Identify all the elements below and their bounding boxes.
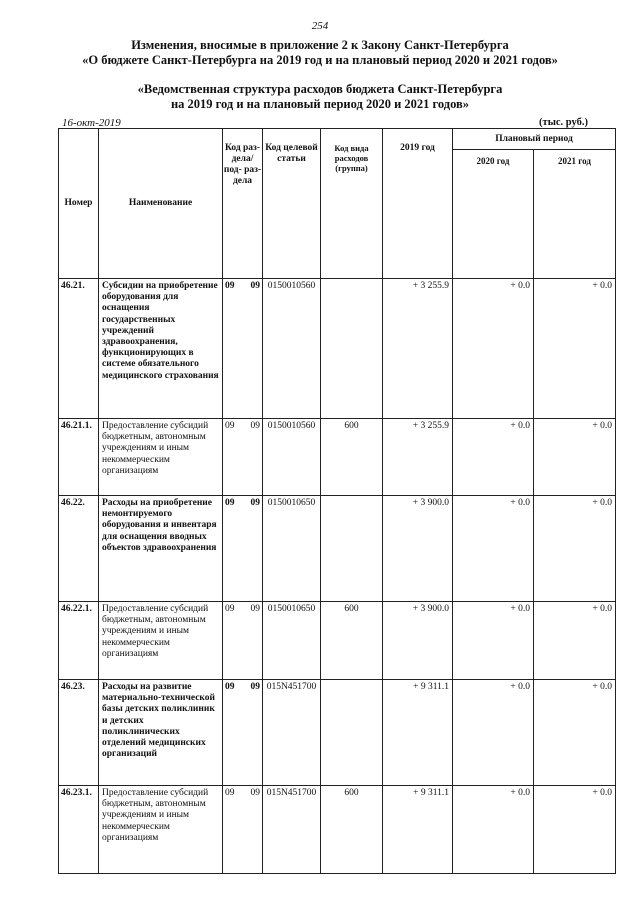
row-2020: + 0.0 <box>453 602 534 680</box>
row-number: 46.21.1. <box>59 419 99 496</box>
header-target: Код целевой статьи <box>263 129 321 279</box>
subtitle-line-1: «Ведомственная структура расходов бюджета Санкт-Петербурга <box>137 82 503 96</box>
row-2019: + 3 255.9 <box>383 419 453 496</box>
row-2019: + 3 900.0 <box>383 496 453 602</box>
row-name: Субсидии на приобретение оборудования для оснащения государственных учреждений здравоохранения, функционирующих в системе обязательного медицинского страхования <box>99 279 223 419</box>
table-row <box>59 786 616 874</box>
row-razdel <box>223 680 263 786</box>
row-target: 015N451700 <box>263 786 321 874</box>
row-razdel <box>223 786 263 874</box>
row-name: Расходы на развитие материально-технической базы детских поликлиник и детских поликлинических отделений медицинских организаций <box>99 680 223 786</box>
row-2020: + 0.0 <box>453 786 534 874</box>
row-name: Предоставление субсидий бюджетным, автономным учреждениям и иным некоммерческим организациям <box>99 602 223 680</box>
row-vid: 600 <box>321 419 383 496</box>
document-title <box>0 38 640 68</box>
row-target: 0150010650 <box>263 602 321 680</box>
row-target: 0150010650 <box>263 496 321 602</box>
razdel-code: 09 <box>225 682 235 692</box>
row-vid <box>321 279 383 419</box>
header-plan-period: Плановый период <box>453 129 616 150</box>
row-vid <box>321 496 383 602</box>
row-2019: + 9 311.1 <box>383 680 453 786</box>
row-name: Расходы на приобретение немонтируемого оборудования и инвентаря для оснащения вводных объектов здравоохранения <box>99 496 223 602</box>
row-2021: + 0.0 <box>534 786 616 874</box>
row-name: Предоставление субсидий бюджетным, автономным учреждениям и иным некоммерческим организациям <box>99 419 223 496</box>
row-2020: + 0.0 <box>453 680 534 786</box>
row-number: 46.23. <box>59 680 99 786</box>
row-2021: + 0.0 <box>534 279 616 419</box>
title-line-1: Изменения, вносимые в приложение 2 к Закону Санкт-Петербурга <box>131 38 509 52</box>
header-razdel: Код раз- дела/ под- раз- дела <box>223 129 263 279</box>
header-vid: Код вида расходов (группа) <box>321 129 383 279</box>
header-number: Номер <box>59 129 99 279</box>
row-number: 46.21. <box>59 279 99 419</box>
row-2019: + 9 311.1 <box>383 786 453 874</box>
row-number: 46.23.1. <box>59 786 99 874</box>
razdel-code: 09 <box>225 788 235 798</box>
row-target: 0150010560 <box>263 419 321 496</box>
row-2020: + 0.0 <box>453 419 534 496</box>
table-row <box>59 680 616 786</box>
row-2021: + 0.0 <box>534 419 616 496</box>
row-2020: + 0.0 <box>453 279 534 419</box>
row-2021: + 0.0 <box>534 602 616 680</box>
razdel-code: 09 <box>225 604 235 614</box>
units-label: (тыс. руб.) <box>539 117 588 128</box>
row-razdel <box>223 496 263 602</box>
podrazdel-code: 09 <box>250 498 260 508</box>
row-vid: 600 <box>321 786 383 874</box>
podrazdel-code: 09 <box>250 788 260 798</box>
subtitle-line-2: на 2019 год и на плановый период 2020 и 2021 годов» <box>170 97 470 111</box>
document-date: 16-окт-2019 <box>62 117 121 129</box>
podrazdel-code: 09 <box>250 604 260 614</box>
row-2021: + 0.0 <box>534 496 616 602</box>
row-2019: + 3 900.0 <box>383 602 453 680</box>
row-number: 46.22. <box>59 496 99 602</box>
row-target: 015N451700 <box>263 680 321 786</box>
row-2021: + 0.0 <box>534 680 616 786</box>
row-vid <box>321 680 383 786</box>
table-row <box>59 602 616 680</box>
row-number: 46.22.1. <box>59 602 99 680</box>
table-row <box>59 419 616 496</box>
podrazdel-code: 09 <box>250 682 260 692</box>
header-2020: 2020 год <box>453 150 534 279</box>
row-razdel <box>223 602 263 680</box>
row-target: 0150010560 <box>263 279 321 419</box>
table-row <box>59 279 616 419</box>
row-2020: + 0.0 <box>453 496 534 602</box>
row-vid: 600 <box>321 602 383 680</box>
razdel-code: 09 <box>225 281 235 291</box>
row-name: Предоставление субсидий бюджетным, автономным учреждениям и иным некоммерческим организациям <box>99 786 223 874</box>
row-2019: + 3 255.9 <box>383 279 453 419</box>
row-razdel <box>223 279 263 419</box>
podrazdel-code: 09 <box>250 281 260 291</box>
header-2019: 2019 год <box>383 129 453 279</box>
title-line-2: «О бюджете Санкт-Петербурга на 2019 год и на плановый период 2020 и 2021 годов» <box>82 53 558 67</box>
row-razdel <box>223 419 263 496</box>
budget-table <box>58 128 616 874</box>
table-row <box>59 496 616 602</box>
razdel-code: 09 <box>225 498 235 508</box>
podrazdel-code: 09 <box>250 421 260 431</box>
razdel-code: 09 <box>225 421 235 431</box>
header-2021: 2021 год <box>534 150 616 279</box>
document-subtitle <box>0 82 640 112</box>
page-number: 254 <box>311 20 329 32</box>
header-name: Наименование <box>99 129 223 279</box>
